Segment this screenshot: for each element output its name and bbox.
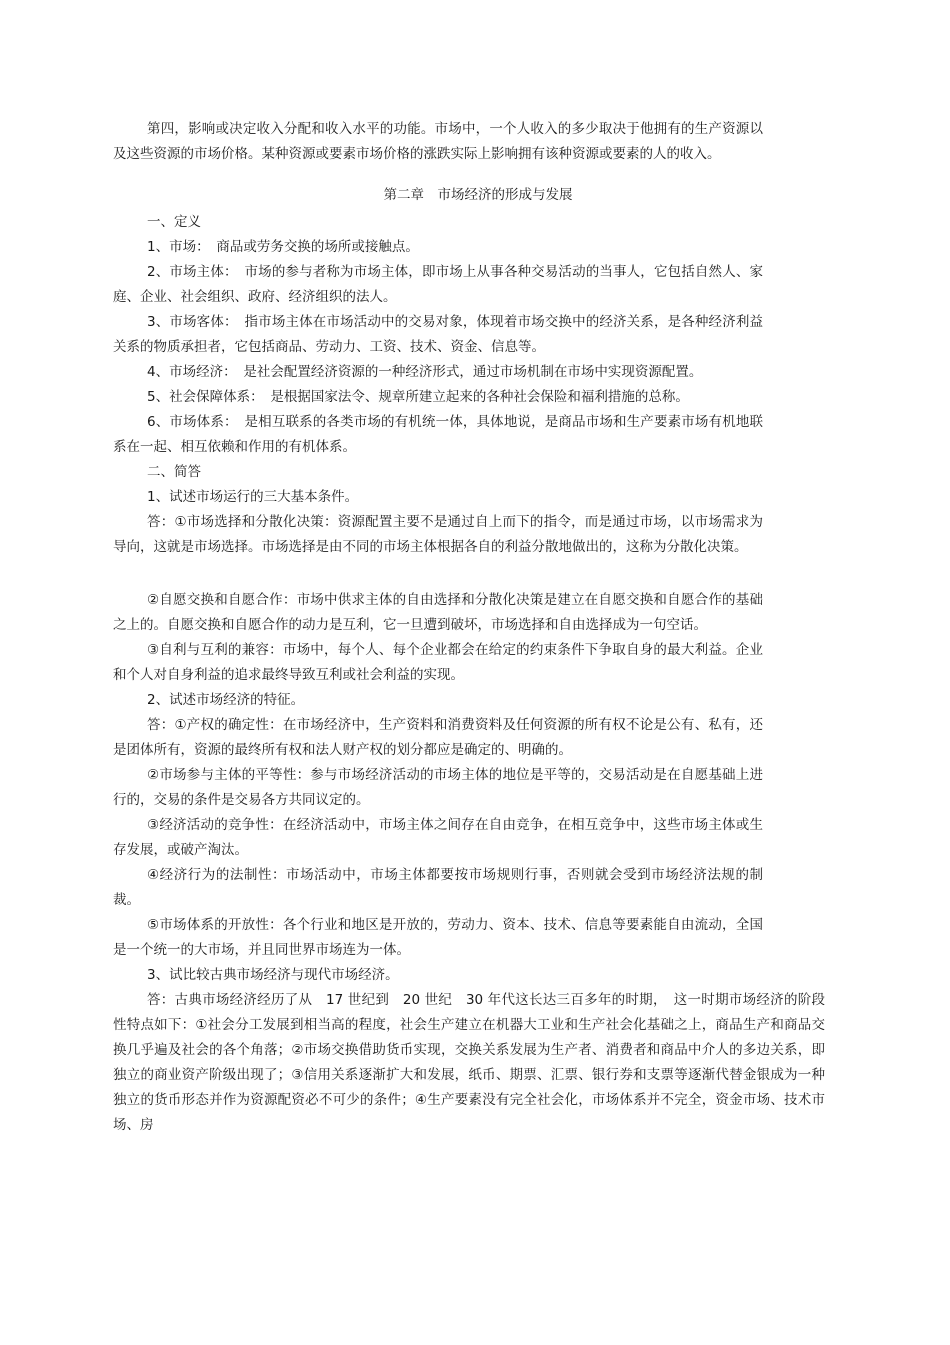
question-2-answer-3: ③经济活动的竞争性：在经济活动中，市场主体之间存在自由竞争，在相互竞争中，这些市场主体或生存发展，或破产淘汰。: [113, 817, 763, 858]
question-1-answer-2: ②自愿交换和自愿合作：市场中供求主体的自由选择和分散化决策是建立在自愿交换和自愿合作的基础之上的。自愿交换和自愿合作的动力是互利，它一旦遭到破坏，市场选择和自由选择成为一句空话。: [113, 592, 763, 633]
chapter-title: 第二章 市场经济的形成与发展: [383, 187, 573, 203]
definition-market-system: 6、市场体系： 是相互联系的各类市场的有机统一体，具体地说，是商品市场和生产要素市场有机地联系在一起、相互依赖和作用的有机体系。: [113, 414, 763, 455]
question-2-answer-1: 答：①产权的确定性：在市场经济中，生产资料和消费资料及任何资源的所有权不论是公有、私有，还是团体所有，资源的最终所有权和法人财产权的划分都应是确定的、明确的。: [113, 717, 763, 758]
definition-market-subject: 2、市场主体： 市场的参与者称为市场主体，即市场上从事各种交易活动的当事人，它包括自然人、家庭、企业、社会组织、政府、经济组织的法人。: [113, 264, 763, 305]
question-2-answer-5: ⑤市场体系的开放性：各个行业和地区是开放的，劳动力、资本、技术、信息等要素能自由流动，全国是一个统一的大市场，并且同世界市场连为一体。: [113, 917, 763, 958]
section-heading-short-answer: 二、简答: [147, 464, 201, 480]
definition-market: 1、市场： 商品或劳务交换的场所或接触点。: [147, 239, 419, 255]
definition-market-object: 3、市场客体： 指市场主体在市场活动中的交易对象，体现着市场交换中的经济关系，是各种经济利益关系的物质承担者，它包括商品、劳动力、工资、技术、资金、信息等。: [113, 314, 763, 355]
question-2-answer-4: ④经济行为的法制性：市场活动中，市场主体都要按市场规则行事，否则就会受到市场经济法规的制裁。: [113, 867, 763, 908]
question-2-answer-2: ②市场参与主体的平等性：参与市场经济活动的市场主体的地位是平等的，交易活动是在自愿基础上进行的，交易的条件是交易各方共同议定的。: [113, 767, 763, 808]
question-1: 1、试述市场运行的三大基本条件。: [147, 489, 359, 505]
intro-paragraph: 第四，影响或决定收入分配和收入水平的功能。市场中，一个人收入的多少取决于他拥有的生产资源以及这些资源的市场价格。某种资源或要素市场价格的涨跌实际上影响拥有该种资源或要素的人的收入。: [113, 121, 763, 162]
blank-gap: [113, 560, 763, 588]
question-3: 3、试比较古典市场经济与现代市场经济。: [147, 967, 399, 983]
definition-market-economy: 4、市场经济： 是社会配置经济资源的一种经济形式，通过市场机制在市场中实现资源配置。: [147, 364, 703, 380]
question-1-answer-3: ③自利与互利的兼容：市场中，每个人、每个企业都会在给定的约束条件下争取自身的最大利益。企业和个人对自身利益的追求最终导致互利或社会利益的实现。: [113, 642, 763, 683]
section-heading-definitions: 一、定义: [147, 214, 201, 230]
question-1-answer-1: 答：①市场选择和分散化决策：资源配置主要不是通过自上而下的指令，而是通过市场，以市场需求为导向，这就是市场选择。市场选择是由不同的市场主体根据各自的利益分散地做出的，这称为分散化决策。: [113, 514, 763, 555]
question-3-answer-1: 答：古典市场经济经历了从 17 世纪到 20 世纪 30 年代这长达三百多年的时期， 这一时期市场经济的阶段性特点如下：①社会分工发展到相当高的程度，社会生产建立在机器大工业和生产社会化基础之上，商品生产和商品交换几乎遍及社会的各个角落；②市场交换借助货币实现，交换关系发展为生产者、消费者和商品中介人的多边关系，即独立的商业资产阶级出现了；③信用关系逐渐扩大和发展，纸币、期票、汇票、银行券和支票等逐渐代替金银成为一种独立的货币形态并作为资源配资必不可少的条件；④生产要素没有完全社会化，市场体系并不完全，资金市场、技术市场、房: [113, 992, 825, 1133]
document-body: [113, 117, 825, 1138]
question-2: 2、试述市场经济的特征。: [147, 692, 305, 708]
definition-social-security: 5、社会保障体系： 是根据国家法令、规章所建立起来的各种社会保险和福利措施的总称。: [147, 389, 689, 405]
